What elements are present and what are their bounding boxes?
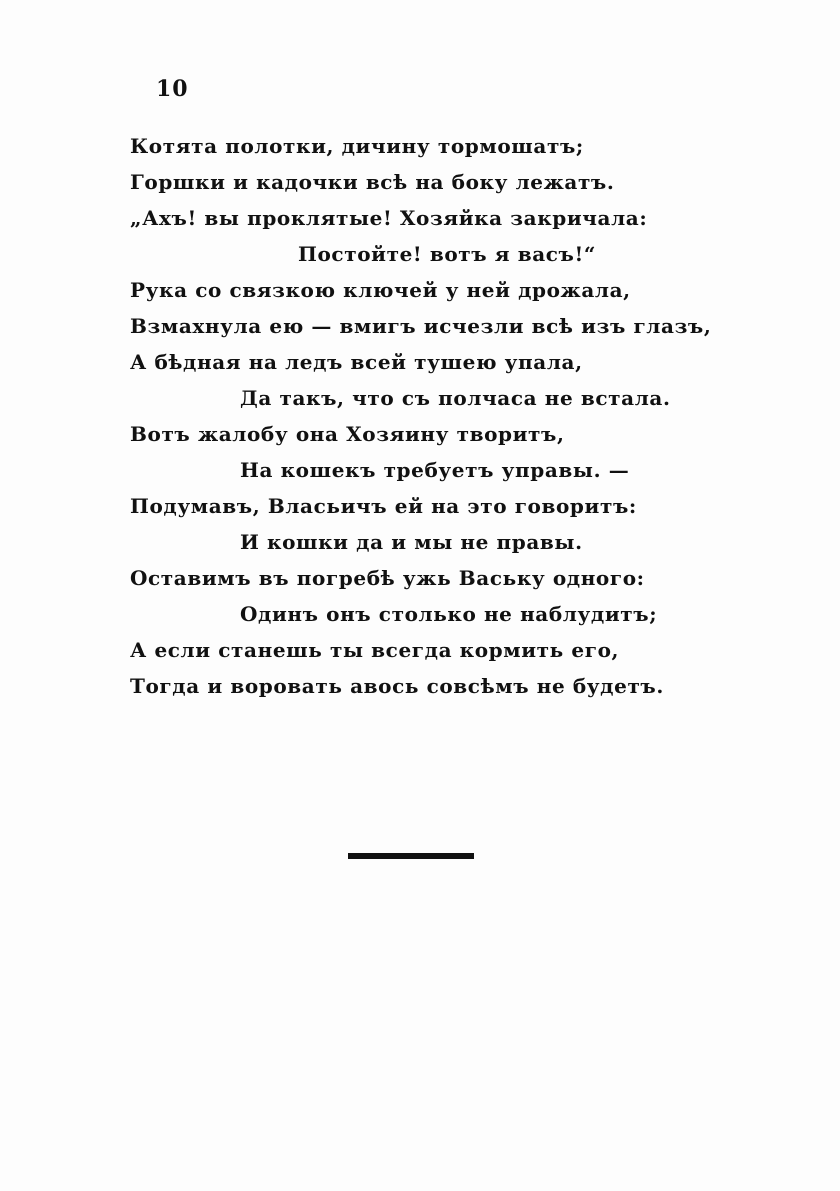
- poem-line: Оставимъ въ погребѣ ужь Ваську одного:: [130, 566, 645, 590]
- poem-line: Постойте! вотъ я васъ!“: [298, 242, 596, 266]
- poem-line: Рука со связкою ключей у ней дрожала,: [130, 278, 631, 302]
- poem-line: А бѣдная на ледъ всей тушею упала,: [130, 350, 583, 374]
- section-divider: [348, 853, 474, 859]
- poem-line: На кошекъ требуетъ управы. —: [240, 458, 630, 482]
- poem-line: Да такъ, что съ полчаса не встала.: [240, 386, 671, 410]
- poem-line: А если станешь ты всегда кормить его,: [130, 638, 620, 662]
- poem-line: Тогда и воровать авось совсѣмъ не будетъ.: [130, 674, 664, 698]
- page-number: 10: [156, 76, 189, 102]
- poem-line: Одинъ онъ столько не наблудитъ;: [240, 602, 658, 626]
- poem-text: [130, 128, 712, 704]
- poem-line: Вотъ жалобу она Хозяину творитъ,: [130, 422, 565, 446]
- poem-line: Горшки и кадочки всѣ на боку лежатъ.: [130, 170, 615, 194]
- poem-line: „Ахъ! вы проклятые! Хозяйка закричала:: [130, 206, 648, 230]
- poem-line: Подумавъ, Власьичъ ей на это говоритъ:: [130, 494, 637, 518]
- poem-line: Котята полотки, дичину тормошатъ;: [130, 134, 584, 158]
- poem-line: И кошки да и мы не правы.: [240, 530, 583, 554]
- poem-line: Взмахнула ею — вмигъ исчезли всѣ изъ глазъ,: [130, 314, 712, 338]
